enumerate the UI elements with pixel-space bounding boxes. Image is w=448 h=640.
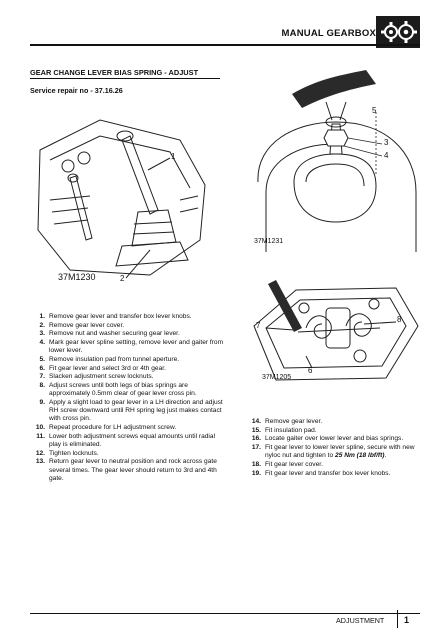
step-text: Repeat procedure for LH adjustment screw. — [49, 424, 177, 432]
figure-code: 37M1230 — [58, 272, 96, 282]
step-text: Lower both adjustment screws equal amounts until radial play is eliminated. — [49, 432, 216, 449]
callout-1: 1 — [171, 152, 176, 161]
service-repair-number: Service repair no - 37.16.26 — [30, 86, 123, 95]
step-text: Apply a slight load to gear lever in a LH direction and adjust RH screw downward until RH spring leg just makes contact with cross pin. — [49, 399, 223, 423]
step-text: Locate gaiter over lower lever and bias springs. — [265, 435, 404, 443]
step-text: Remove gear lever cover. — [49, 321, 125, 329]
figure-code: 37M1205 — [262, 374, 292, 381]
step-number: 16. — [251, 435, 261, 443]
footer-separator — [397, 610, 398, 628]
step-number: 7. — [39, 373, 45, 381]
figure-bias-springs — [236, 268, 426, 398]
step-text: Fit gear lever and transfer box lever knobs. — [265, 469, 391, 477]
callout-6: 6 — [308, 366, 313, 375]
procedure-steps-right — [246, 418, 426, 478]
step-text: Fit gear lever cover. — [265, 461, 323, 469]
step-text: Mark gear lever spline setting, remove lever and gaiter from lower lever. — [49, 339, 224, 355]
page-number: 1 — [404, 615, 410, 625]
header-title: MANUAL GEARBOX — [281, 28, 376, 39]
section-rule — [30, 78, 220, 79]
step-item — [30, 356, 226, 364]
step-item — [246, 444, 426, 460]
callout-5: 5 — [372, 106, 377, 115]
step-text: Slacken adjustment screw locknuts. — [49, 373, 154, 381]
step-item — [30, 399, 226, 424]
step-number: 12. — [35, 449, 45, 457]
step-number: 5. — [39, 356, 45, 364]
step-text: Fit gear lever and select 3rd or 4th gear. — [49, 364, 166, 372]
step-item — [30, 450, 226, 458]
step-number: 17. — [251, 444, 261, 452]
footer-rule — [30, 613, 420, 614]
callout-4: 4 — [384, 151, 389, 160]
step-number: 2. — [39, 321, 45, 329]
step-item — [246, 470, 426, 478]
figure-lever-nut — [236, 62, 426, 258]
step-number: 19. — [251, 469, 261, 477]
step-number: 14. — [251, 418, 261, 425]
figure-code: 37M1231 — [254, 238, 284, 245]
callout-3: 3 — [384, 138, 389, 147]
step-number: 18. — [251, 461, 261, 469]
step-item — [30, 339, 226, 355]
step-text-end: . — [384, 452, 387, 460]
step-text — [265, 444, 426, 460]
step-number: 13. — [35, 458, 45, 466]
footer-section-name: ADJUSTMENT — [336, 616, 385, 625]
step-number: 11. — [36, 432, 45, 440]
step-number: 9. — [39, 399, 45, 407]
step-text-main: Fit gear lever to lower lever spline, secure with new nyloc nut and tighten to — [265, 444, 415, 460]
callout-7: 7 — [256, 321, 261, 330]
step-text: Tighten locknuts. — [49, 449, 99, 457]
step-item — [30, 424, 226, 432]
step-item — [30, 322, 226, 330]
step-text: Remove insulation pad from tunnel aperture. — [49, 356, 180, 364]
step-text: Fit insulation pad. — [265, 426, 317, 434]
step-item — [30, 433, 226, 449]
procedure-steps-left — [30, 313, 226, 484]
step-number: 10. — [35, 424, 45, 432]
header-rule — [30, 44, 420, 46]
step-number: 8. — [39, 382, 45, 390]
step-number: 15. — [251, 426, 261, 434]
step-text: Remove gear lever and transfer box lever knobs. — [49, 313, 192, 320]
step-item — [30, 373, 226, 381]
figure-gear-lever-tunnel — [30, 100, 220, 290]
step-text: Remove gear lever. — [265, 418, 323, 425]
step-item — [30, 313, 226, 321]
step-text: Return gear lever to neutral position and rock across gate several times. The gear lever should return to 3rd and 4th gate. — [49, 458, 217, 482]
step-number: 3. — [39, 330, 45, 338]
step-number: 6. — [39, 364, 45, 372]
step-item — [246, 427, 426, 435]
callout-2: 2 — [120, 274, 125, 283]
step-text: Adjust screws until both legs of bias springs are approximately 0.5mm clear of gear lever cross pin. — [49, 382, 197, 398]
step-item — [30, 330, 226, 338]
step-item — [246, 435, 426, 443]
step-item — [30, 382, 226, 398]
callout-8: 8 — [397, 315, 402, 324]
section-title: GEAR CHANGE LEVER BIAS SPRING - ADJUST — [30, 68, 199, 77]
step-number: 1. — [39, 313, 45, 320]
step-item — [30, 365, 226, 373]
step-text: Remove nut and washer securing gear lever. — [49, 330, 180, 338]
torque-value: 25 Nm (18 lbf/ft) — [335, 452, 385, 460]
step-item — [30, 458, 226, 483]
step-item — [246, 418, 426, 426]
step-item — [246, 461, 426, 469]
step-number: 4. — [39, 339, 45, 347]
